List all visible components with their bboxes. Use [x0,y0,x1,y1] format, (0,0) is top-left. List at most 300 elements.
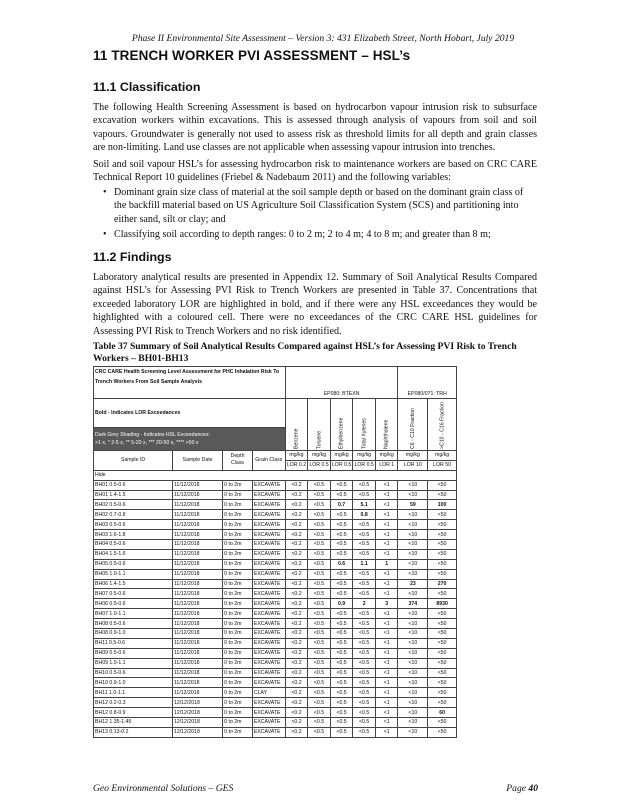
table-row [94,559,457,569]
result-cell: <1 [375,688,398,698]
section-title: 11 TRENCH WORKER PVI ASSESSMENT – HSL’s [93,48,411,63]
result-cell: <0.2 [285,718,308,728]
table-row [94,540,457,550]
result-cell: <0.2 [285,678,308,688]
sample-id-cell: BH08 0.5-0.6 [94,619,173,629]
result-cell: <0.5 [330,530,353,540]
result-cell: 0.6 [330,559,353,569]
result-cell: <50 [428,648,457,658]
result-cell: <0.5 [330,638,353,648]
result-cell: <50 [428,629,457,639]
grain-class-cell: EXCAVATE [252,530,285,540]
grain-class-cell: EXCAVATE [252,490,285,500]
result-cell: <10 [398,540,428,550]
result-cell: <0.5 [330,688,353,698]
result-cell: <0.5 [308,668,331,678]
grain-class-cell: EXCAVATE [252,549,285,559]
result-cell: <0.5 [308,698,331,708]
result-cell: 0.9 [330,599,353,609]
result-cell: 3 [375,599,398,609]
result-cell: <1 [375,708,398,718]
bullet-text: Classifying soil according to depth ranges: 0 to 2 m; 2 to 4 m; 4 to 8 m; and greater than 8 m; [114,229,491,241]
depth-class-cell: 0 to 2m [223,559,253,569]
sample-date-cell: 12/12/2018 [172,727,222,737]
table-row [94,648,457,658]
result-cell: <50 [428,510,457,520]
depth-class-cell: 0 to 2m [223,629,253,639]
result-cell: <0.5 [308,549,331,559]
result-cell: 1.1 [353,559,376,569]
result-cell: <1 [375,569,398,579]
table-row [94,688,457,698]
sample-date-cell: 11/12/2018 [172,549,222,559]
result-cell: <1 [375,668,398,678]
table-title: CRC CARE Health Screening Level Assessment for PHC Inhalation Risk To Trench Workers From Soil Sample Analysis [94,367,286,399]
sample-id-cell: BH12 0.8-0.9 [94,708,173,718]
sample-date-cell: 11/12/2018 [172,559,222,569]
sample-date-cell: 11/12/2018 [172,520,222,530]
sample-id-cell: BH01 0.5-0.6 [94,480,173,490]
analyte-header: Toluene [308,399,331,451]
unit-cell: mg/kg [398,451,428,461]
page-number: 40 [528,783,538,794]
grain-class-cell: EXCAVATE [252,510,285,520]
result-cell: <50 [428,658,457,668]
lor-cell: LOR 0.5 [331,462,352,469]
table-row [94,609,457,619]
result-cell: <1 [375,727,398,737]
grain-class-cell: EXCAVATE [252,559,285,569]
result-cell: 8930 [428,599,457,609]
grain-class-cell: EXCAVATE [252,500,285,510]
classification-heading: 11.1 Classification [93,80,201,94]
result-cell: <0.5 [308,530,331,540]
shade-legend-line-1: Dark Grey Shading - Indicates HSL Exceedances: [95,432,210,438]
result-cell: <0.5 [330,718,353,728]
sample-id-cell: BH08 0.9-1.0 [94,629,173,639]
result-cell: <0.5 [308,638,331,648]
result-cell: <0.5 [330,727,353,737]
sample-date-cell: 11/12/2018 [172,599,222,609]
grain-class-cell: EXCAVATE [252,629,285,639]
table-row [94,629,457,639]
grain-class-cell: EXCAVATE [252,648,285,658]
unit-cell: mg/kg [375,451,398,461]
result-cell: <10 [398,619,428,629]
result-cell: <50 [428,619,457,629]
analyte-header: Benzene [285,399,308,451]
result-cell: <0.5 [308,520,331,530]
result-cell: <0.2 [285,500,308,510]
result-cell: <50 [428,530,457,540]
result-cell: <1 [375,480,398,490]
grain-class-cell: EXCAVATE [252,638,285,648]
sample-id-cell: BH12 1.35-1.45 [94,718,173,728]
unit-cell: mg/kg [285,451,308,461]
sample-date-cell: 11/12/2018 [172,480,222,490]
result-cell: <0.5 [308,569,331,579]
result-cell: <0.5 [308,678,331,688]
result-cell: <10 [398,569,428,579]
sample-id-cell: BH03 1.6-1.8 [94,530,173,540]
sample-date-cell: 11/12/2018 [172,658,222,668]
result-cell: 60 [428,708,457,718]
result-cell: <50 [428,727,457,737]
result-cell: <0.2 [285,708,308,718]
grain-class-cell: EXCAVATE [252,727,285,737]
classification-paragraph-1: The following Health Screening Assessment is based on hydrocarbon vapour intrusion risk to subsurface excavation workers within excavations. This is assessed through analysis of vapours from soil and soil vapours. Groundwater is generally not used to assess risk as threshold limits for all depth and grain classes are non-limiting. Land use classes are not applicable when assessing vapour intrusion into trenches. [93,102,537,154]
table-row [94,500,457,510]
lor-cell: LOR 0.5 [354,462,374,469]
result-cell: <10 [398,559,428,569]
depth-class-cell: 0 to 2m [223,520,253,530]
result-cell: <1 [375,678,398,688]
depth-class-cell: 0 to 2m [223,540,253,550]
result-cell: <0.2 [285,688,308,698]
result-cell: <0.5 [353,708,376,718]
sample-date-cell: 11/12/2018 [172,668,222,678]
result-cell: 270 [428,579,457,589]
result-cell: <0.5 [308,510,331,520]
footer-company: Geo Environmental Solutions – GES [93,783,234,794]
sample-id-cell: BH04 1.5-1.6 [94,549,173,559]
result-cell: <10 [398,609,428,619]
result-cell: <10 [398,530,428,540]
result-cell: <10 [398,648,428,658]
lor-cell: LOR 10 [398,460,428,470]
bullet-dot-icon: • [103,187,107,198]
depth-class-cell: 0 to 2m [223,668,253,678]
result-cell: <0.5 [353,727,376,737]
grain-class-cell: EXCAVATE [252,708,285,718]
sample-id-cell: BH03 0.5-0.6 [94,520,173,530]
bullet-item [93,186,537,226]
analyte-header: Naphthalene [375,399,398,451]
unit-cell: mg/kg [428,451,457,461]
sample-date-cell: 11/12/2018 [172,540,222,550]
footer-page-label: Page [506,783,529,794]
bullet-item [93,228,537,241]
depth-class-cell: 0 to 2m [223,648,253,658]
depth-class-cell: 0 to 2m [223,480,253,490]
result-cell: <50 [428,688,457,698]
table-row [94,530,457,540]
grain-class-cell: EXCAVATE [252,599,285,609]
result-cell: <1 [375,520,398,530]
analyte-header: >C10 - C16 Fraction [428,399,457,451]
result-cell: 23 [398,579,428,589]
grain-class-cell: EXCAVATE [252,619,285,629]
result-cell: <10 [398,698,428,708]
result-cell: <0.5 [353,579,376,589]
result-cell: <0.5 [330,579,353,589]
result-cell: <0.5 [353,648,376,658]
result-cell: <0.2 [285,510,308,520]
depth-class-cell: 0 to 2m [223,510,253,520]
sample-id-cell: BH04 0.5-0.6 [94,540,173,550]
findings-paragraph: Laboratory analytical results are presented in Appendix 12. Summary of Soil Analytical Results Compared against HSL’s for Assessing PVI Risk to Trench Workers are presented in Table 37. Concentrations that exceeded laboratory LOR are highlighted in bold, and if there were any HSL exceedances they would be highlighted with a coloured cell. There were no exceedances of the CRC CARE HSL guidelines for Assessing PVI Risk to Trench Workers and no risk identified. [93,272,537,337]
result-cell: <0.5 [330,619,353,629]
table-row [94,718,457,728]
grain-class-cell: EXCAVATE [252,480,285,490]
sample-date-cell: 11/12/2018 [172,589,222,599]
result-cell: <0.2 [285,727,308,737]
depth-class-cell: 0 to 2m [223,490,253,500]
result-cell: <0.5 [330,549,353,559]
result-cell: <0.5 [353,520,376,530]
result-cell: <1 [375,698,398,708]
result-cell: <10 [398,678,428,688]
analyte-header: C6 - C10 Fraction [398,399,428,451]
result-cell: <0.5 [308,629,331,639]
grain-class-cell: EXCAVATE [252,658,285,668]
result-cell: <50 [428,609,457,619]
table-row [94,549,457,559]
results-table [93,366,457,738]
lor-cell: LOR 1 [375,460,398,470]
unit-cell: mg/kg [353,451,376,461]
depth-class-cell: 0 to 2m [223,609,253,619]
result-cell: <1 [375,500,398,510]
result-cell: <50 [428,520,457,530]
result-cell: <0.5 [353,619,376,629]
table-row [94,510,457,520]
depth-class-cell: 0 to 2m [223,638,253,648]
result-cell: <10 [398,727,428,737]
table-row [94,490,457,500]
result-cell: <0.5 [330,609,353,619]
sample-date-cell: 11/12/2018 [172,619,222,629]
sample-id-cell: BH10 0.9-1.0 [94,678,173,688]
depth-class-cell: 0 to 2m [223,678,253,688]
sample-date-cell: 11/12/2018 [172,629,222,639]
result-cell: <0.5 [330,698,353,708]
result-cell: 1 [375,559,398,569]
table-row [94,708,457,718]
result-cell: <0.5 [330,708,353,718]
result-cell: <0.5 [308,619,331,629]
result-cell: <50 [428,678,457,688]
group-header-btexn: EP080: BTEXN [285,367,398,399]
sample-date-cell: 11/12/2018 [172,569,222,579]
result-cell: <50 [428,569,457,579]
result-cell: <0.2 [285,520,308,530]
result-cell: 0.7 [330,500,353,510]
result-cell: 374 [398,599,428,609]
sample-id-cell: BH05 1.0-1.1 [94,569,173,579]
analyte-header: Ethylbenzene [330,399,353,451]
table-row [94,589,457,599]
grain-class-cell: EXCAVATE [252,668,285,678]
result-cell: <0.5 [308,718,331,728]
table-row [94,727,457,737]
sample-date-cell: 11/12/2018 [172,609,222,619]
result-cell: <0.5 [330,658,353,668]
classification-paragraph-2: Soil and soil vapour HSL’s for assessing hydrocarbon risk to maintenance workers are based on CRC CARE Technical Report 10 guidelines (Friebel & Nadebaum 2011) and the following variables: [93,159,537,184]
result-cell: <50 [428,698,457,708]
grain-class-cell: EXCAVATE [252,569,285,579]
result-cell: <10 [398,589,428,599]
result-cell: <1 [375,638,398,648]
column-header-grain-class: Grain Class [252,451,285,471]
result-cell: <1 [375,510,398,520]
result-cell: <10 [398,688,428,698]
result-cell: <0.5 [330,540,353,550]
result-cell: <10 [398,708,428,718]
sample-date-cell: 12/12/2018 [172,718,222,728]
result-cell: <0.5 [330,629,353,639]
grain-class-cell: CLAY [252,688,285,698]
result-cell: <0.5 [308,579,331,589]
table-row [94,698,457,708]
bullet-text: Dominant grain size class of material at the soil sample depth or based on the dominant grain class of the backfill material based on US Agriculture Soil Classification System (SCS) and partitioning into either sand, silt or clay; and [114,187,524,225]
result-cell: <50 [428,718,457,728]
result-cell: <0.5 [353,530,376,540]
sample-id-cell: BH10 0.5-0.6 [94,668,173,678]
result-cell: <0.5 [308,609,331,619]
result-cell: <1 [375,658,398,668]
lor-cell: LOR 0.5 [309,462,329,469]
depth-class-cell: 0 to 2m [223,658,253,668]
result-cell: <0.2 [285,599,308,609]
grain-class-cell: EXCAVATE [252,678,285,688]
sample-date-cell: 11/12/2018 [172,678,222,688]
result-cell: <1 [375,718,398,728]
result-cell: <0.5 [353,718,376,728]
table-row [94,638,457,648]
result-cell: <0.2 [285,549,308,559]
result-cell: <0.5 [330,589,353,599]
result-cell: <10 [398,520,428,530]
result-cell: <0.2 [285,698,308,708]
sample-date-cell: 12/12/2018 [172,708,222,718]
depth-class-cell: 0 to 2m [223,569,253,579]
result-cell: <1 [375,609,398,619]
table-row [94,678,457,688]
column-header-depth-class: Depth Class [223,451,253,471]
result-cell: <0.5 [353,658,376,668]
grain-class-cell: EXCAVATE [252,540,285,550]
sample-id-cell: BH02 0.5-0.6 [94,500,173,510]
result-cell: <0.2 [285,589,308,599]
sample-date-cell: 11/12/2018 [172,688,222,698]
result-cell: <0.2 [285,638,308,648]
table-row [94,619,457,629]
sample-date-cell: 11/12/2018 [172,530,222,540]
sample-date-cell: 11/12/2018 [172,579,222,589]
result-cell: <0.5 [308,589,331,599]
result-cell: <0.2 [285,490,308,500]
shade-legend-line-2: >1 x, * 2-5 x, ** 5-20 x, *** 20-50 x, **** >50 x [95,440,199,446]
depth-class-cell: 0 to 2m [223,500,253,510]
hide-row: Hide [94,470,457,480]
bold-legend: Bold - Indicates LOR Exceedances [94,399,286,428]
sample-id-cell: BH01 1.4-1.5 [94,490,173,500]
result-cell: <0.2 [285,569,308,579]
result-cell: <0.5 [353,609,376,619]
sample-id-cell: BH06 0.5-0.6 [94,599,173,609]
result-cell: <10 [398,480,428,490]
depth-class-cell: 0 to 2m [223,708,253,718]
result-cell: <0.5 [353,688,376,698]
result-cell: <0.2 [285,629,308,639]
depth-class-cell: 0 to 2m [223,688,253,698]
unit-cell: mg/kg [330,451,353,461]
grain-class-cell: EXCAVATE [252,718,285,728]
grain-class-cell: EXCAVATE [252,609,285,619]
table-row [94,658,457,668]
result-cell: <0.5 [308,708,331,718]
result-cell: <10 [398,638,428,648]
result-cell: <0.5 [308,490,331,500]
result-cell: <0.5 [308,500,331,510]
result-cell: 5.1 [353,500,376,510]
depth-class-cell: 0 to 2m [223,579,253,589]
column-header-sample-date: Sample Date [172,451,222,471]
sample-date-cell: 11/12/2018 [172,648,222,658]
table-row [94,480,457,490]
sample-id-cell: BH07 0.5-0.6 [94,589,173,599]
result-cell: <0.5 [353,589,376,599]
result-cell: <10 [398,510,428,520]
grain-class-cell: EXCAVATE [252,579,285,589]
result-cell: <1 [375,579,398,589]
result-cell: <1 [375,648,398,658]
result-cell: <50 [428,549,457,559]
result-cell: <1 [375,549,398,559]
classification-bullet-list [93,186,537,244]
running-header: Phase II Environmental Site Assessment – Version 3: 431 Elizabeth Street, North Hobart, July 2019 [131,33,515,44]
result-cell: <0.5 [330,648,353,658]
result-cell: <0.5 [330,569,353,579]
sample-id-cell: BH05 0.5-0.6 [94,559,173,569]
shade-legend [94,428,286,451]
analyte-header: Total Xylenes [353,399,376,451]
grain-class-cell: EXCAVATE [252,520,285,530]
depth-class-cell: 0 to 2m [223,619,253,629]
result-cell: <0.5 [308,688,331,698]
sample-id-cell: BH09 1.0-1.1 [94,658,173,668]
result-cell: <0.5 [330,678,353,688]
result-cell: <0.5 [353,540,376,550]
result-cell: <0.2 [285,480,308,490]
result-cell: <0.5 [308,599,331,609]
result-cell: <0.5 [330,490,353,500]
depth-class-cell: 0 to 2m [223,530,253,540]
result-cell: <10 [398,629,428,639]
result-cell: <0.5 [353,629,376,639]
result-cell: <0.5 [330,510,353,520]
sample-id-cell: BH09 0.5-0.6 [94,648,173,658]
sample-id-cell: BH12 0.2-0.3 [94,698,173,708]
grain-class-cell: EXCAVATE [252,589,285,599]
sample-date-cell: 11/12/2018 [172,638,222,648]
result-cell: <0.2 [285,648,308,658]
result-cell: <0.5 [330,520,353,530]
result-cell: <50 [428,490,457,500]
table-row [94,579,457,589]
result-cell: <50 [428,638,457,648]
result-cell: <0.2 [285,540,308,550]
footer-page [470,783,538,794]
result-cell: <0.2 [285,609,308,619]
sample-id-cell: BH02 0.7-0.8 [94,510,173,520]
result-cell: <50 [428,668,457,678]
result-cell: <10 [398,658,428,668]
result-cell: <10 [398,490,428,500]
depth-class-cell: 0 to 2m [223,599,253,609]
result-cell: <0.5 [353,549,376,559]
